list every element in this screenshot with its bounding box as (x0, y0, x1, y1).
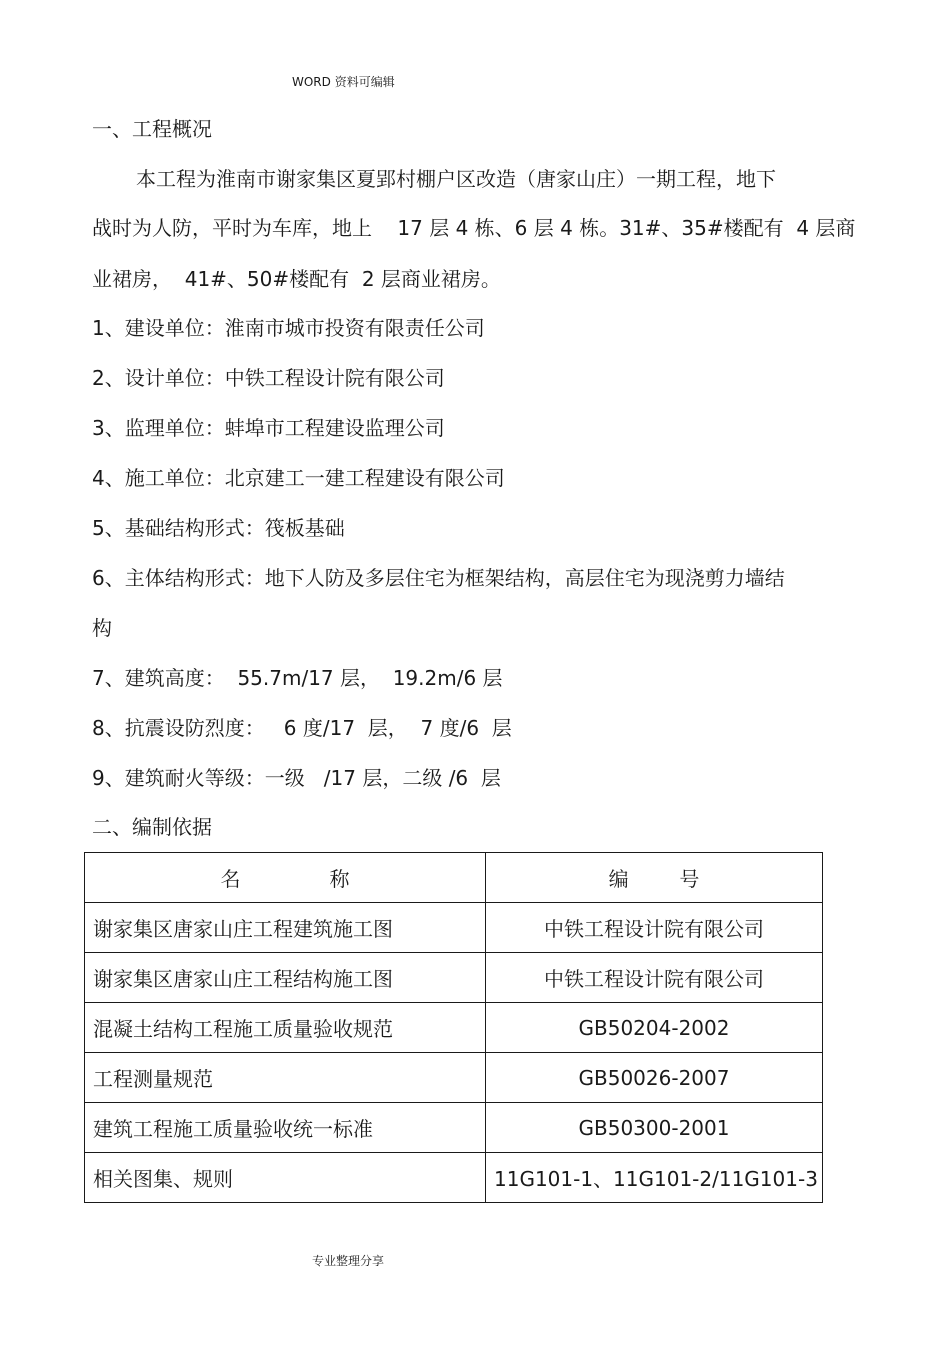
item-structure: 6、主体结构形式：地下人防及多层住宅为框架结构，高层住宅为现浇剪力墙结 (92, 566, 785, 590)
table-cell-code: 中铁工程设计院有限公司 (486, 953, 823, 1003)
intro-line-3: 业裙房， 41#、50#楼配有 2 层商业裙房。 (92, 267, 501, 291)
item-height: 7、建筑高度： 55.7m/17 层， 19.2m/6 层 (92, 666, 503, 690)
section-title-basis: 二、编制依据 (92, 815, 212, 839)
page-header: WORD 资料可编辑 (292, 75, 395, 89)
table-row (85, 1103, 823, 1153)
table-cell-name: 谢家集区唐家山庄工程结构施工图 (85, 953, 486, 1003)
item-foundation: 5、基础结构形式：筏板基础 (92, 516, 345, 540)
table-cell-code: GB50026-2007 (486, 1053, 823, 1103)
table-header-row (85, 853, 823, 903)
table-cell-code: GB50204-2002 (486, 1003, 823, 1053)
table-row (85, 1003, 823, 1053)
table-row (85, 1053, 823, 1103)
intro-line-1: 本工程为淮南市谢家集区夏郢村棚户区改造（唐家山庄）一期工程，地下 (136, 167, 776, 191)
table-cell-name: 建筑工程施工质量验收统一标准 (85, 1103, 486, 1153)
table-header-name: 名 称 (85, 853, 486, 903)
table-cell-code: 11G101-1、11G101-2/11G101-3 (486, 1153, 823, 1203)
table-row (85, 1153, 823, 1203)
table-row (85, 953, 823, 1003)
item-seismic: 8、抗震设防烈度： 6 度/17 层， 7 度/6 层 (92, 716, 512, 740)
item-contractor: 4、施工单位：北京建工一建工程建设有限公司 (92, 466, 505, 490)
item-supervisor: 3、监理单位：蚌埠市工程建设监理公司 (92, 416, 445, 440)
item-designer: 2、设计单位：中铁工程设计院有限公司 (92, 366, 445, 390)
item-structure-cont: 构 (92, 616, 112, 640)
table-cell-code: GB50300-2001 (486, 1103, 823, 1153)
page-footer: 专业整理分享 (312, 1254, 385, 1268)
intro-line-2: 战时为人防，平时为车库，地上 17 层 4 栋、6 层 4 栋。31#、35#楼配有 4 层商 (92, 216, 856, 240)
table-row (85, 903, 823, 953)
table-cell-name: 工程测量规范 (85, 1053, 486, 1103)
table-cell-code: 中铁工程设计院有限公司 (486, 903, 823, 953)
item-builder: 1、建设单位：淮南市城市投资有限责任公司 (92, 316, 485, 340)
table-cell-name: 谢家集区唐家山庄工程建筑施工图 (85, 903, 486, 953)
table-header-code: 编 号 (486, 853, 823, 903)
table-cell-name: 混凝土结构工程施工质量验收规范 (85, 1003, 486, 1053)
table-cell-name: 相关图集、规则 (85, 1153, 486, 1203)
basis-table (84, 852, 823, 1203)
item-fire-rating: 9、建筑耐火等级：一级 /17 层，二级 /6 层 (92, 766, 501, 790)
section-title-overview: 一、工程概况 (92, 117, 212, 141)
